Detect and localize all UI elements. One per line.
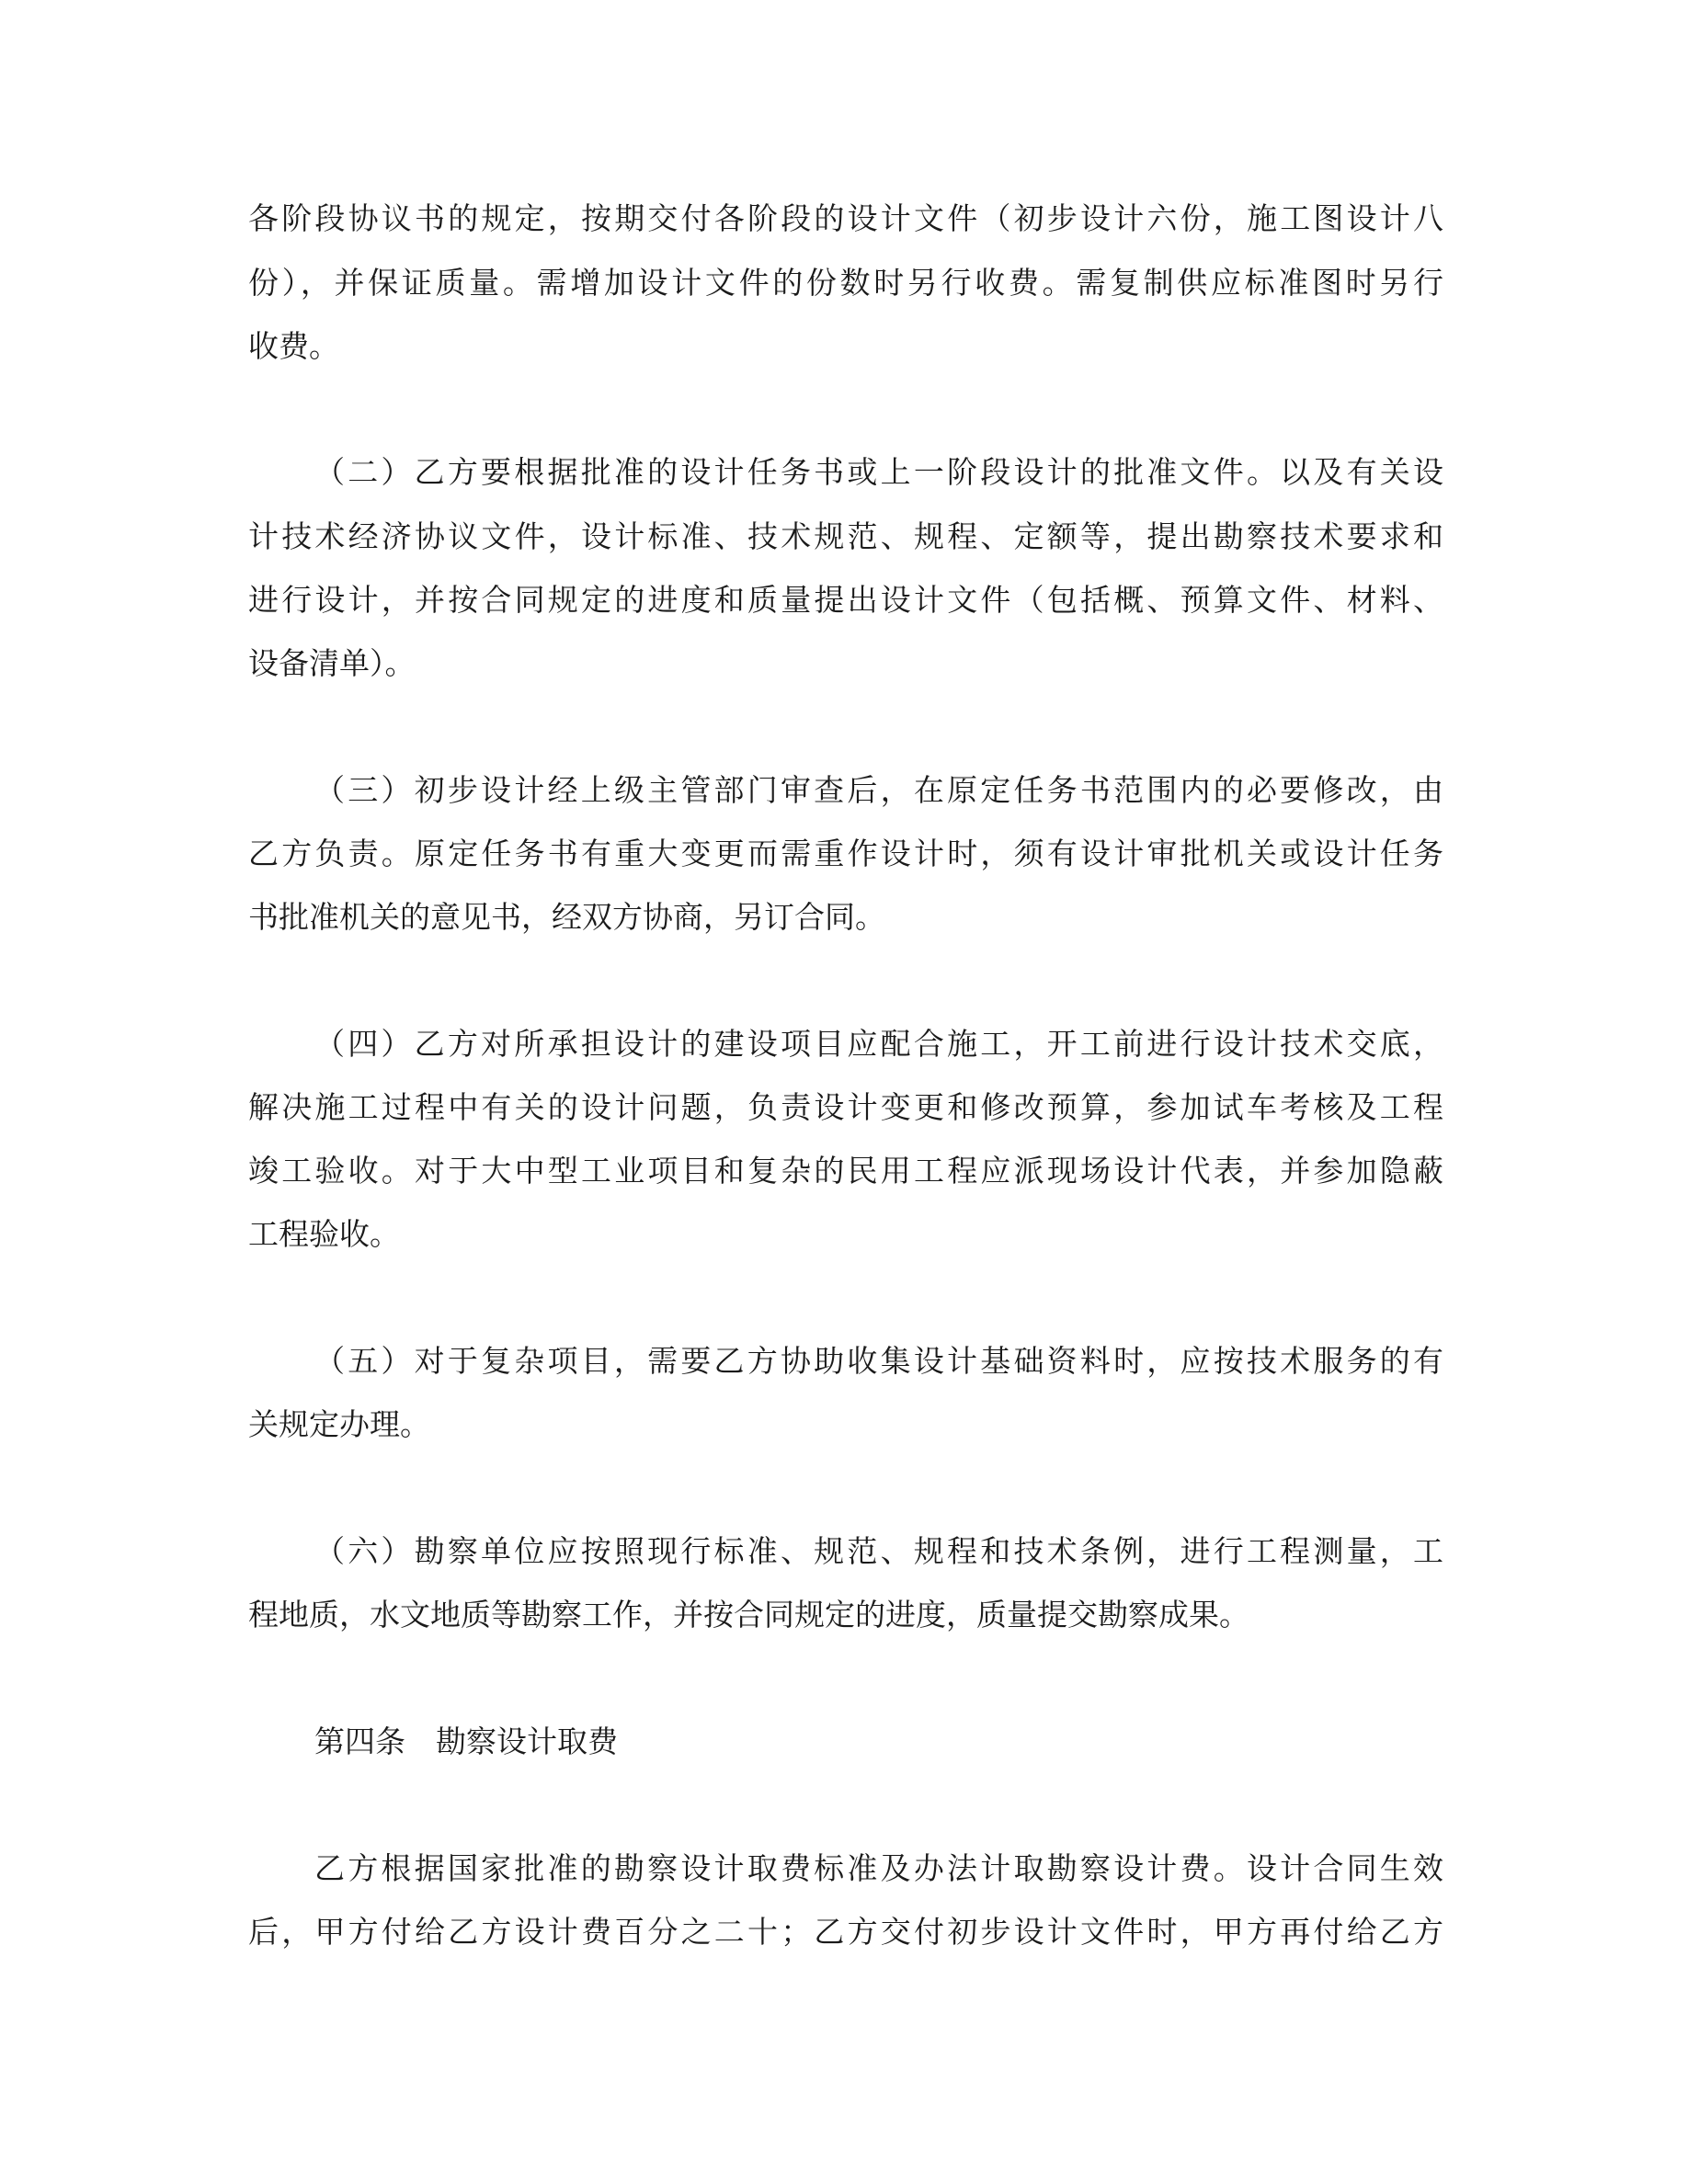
paragraph-line: 计技术经济协议文件，设计标准、技术规范、规程、定额等，提出勘察技术要求和 xyxy=(248,518,1443,554)
paragraph-line: （五）对于复杂项目，需要乙方协助收集设计基础资料时，应按技术服务的有 xyxy=(314,1343,1443,1379)
paragraph-line: 份），并保证质量。需增加设计文件的份数时另行收费。需复制供应标准图时另行 xyxy=(248,265,1443,301)
paragraph-line: 解决施工过程中有关的设计问题，负责设计变更和修改预算，参加试车考核及工程 xyxy=(248,1089,1443,1125)
paragraph-line: （四）乙方对所承担设计的建设项目应配合施工，开工前进行设计技术交底， xyxy=(314,1026,1443,1062)
paragraph-line: 竣工验收。对于大中型工业项目和复杂的民用工程应派现场设计代表，并参加隐蔽 xyxy=(248,1153,1443,1189)
paragraph-line: 设备清单）。 xyxy=(248,645,416,681)
paragraph-line: 关规定办理。 xyxy=(248,1406,430,1442)
paragraph-line: （二）乙方要根据批准的设计任务书或上一阶段设计的批准文件。以及有关设 xyxy=(314,454,1443,490)
paragraph-line: 后，甲方付给乙方设计费百分之二十；乙方交付初步设计文件时，甲方再付给乙方 xyxy=(248,1914,1443,1950)
paragraph-line: 乙方根据国家批准的勘察设计取费标准及办法计取勘察设计费。设计合同生效 xyxy=(314,1850,1443,1886)
paragraph-line: 书批准机关的意见书，经双方协商，另订合同。 xyxy=(248,899,885,935)
paragraph-line: 工程验收。 xyxy=(248,1216,400,1252)
paragraph-line: 乙方负责。原定任务书有重大变更而需重作设计时，须有设计审批机关或设计任务 xyxy=(248,836,1443,871)
paragraph-line: （六）勘察单位应按照现行标准、规范、规程和技术条例，进行工程测量，工 xyxy=(314,1533,1443,1569)
paragraph-line: 收费。 xyxy=(248,328,339,364)
paragraph-line: 进行设计，并按合同规定的进度和质量提出设计文件（包括概、预算文件、材料、 xyxy=(248,582,1443,618)
paragraph-line: 各阶段协议书的规定，按期交付各阶段的设计文件（初步设计六份，施工图设计八 xyxy=(248,200,1443,236)
paragraph-line: （三）初步设计经上级主管部门审查后，在原定任务书范围内的必要修改，由 xyxy=(314,772,1443,808)
article-heading: 第四条 勘察设计取费 xyxy=(314,1723,618,1759)
paragraph-line: 程地质，水文地质等勘察工作，并按合同规定的进度，质量提交勘察成果。 xyxy=(248,1597,1249,1632)
